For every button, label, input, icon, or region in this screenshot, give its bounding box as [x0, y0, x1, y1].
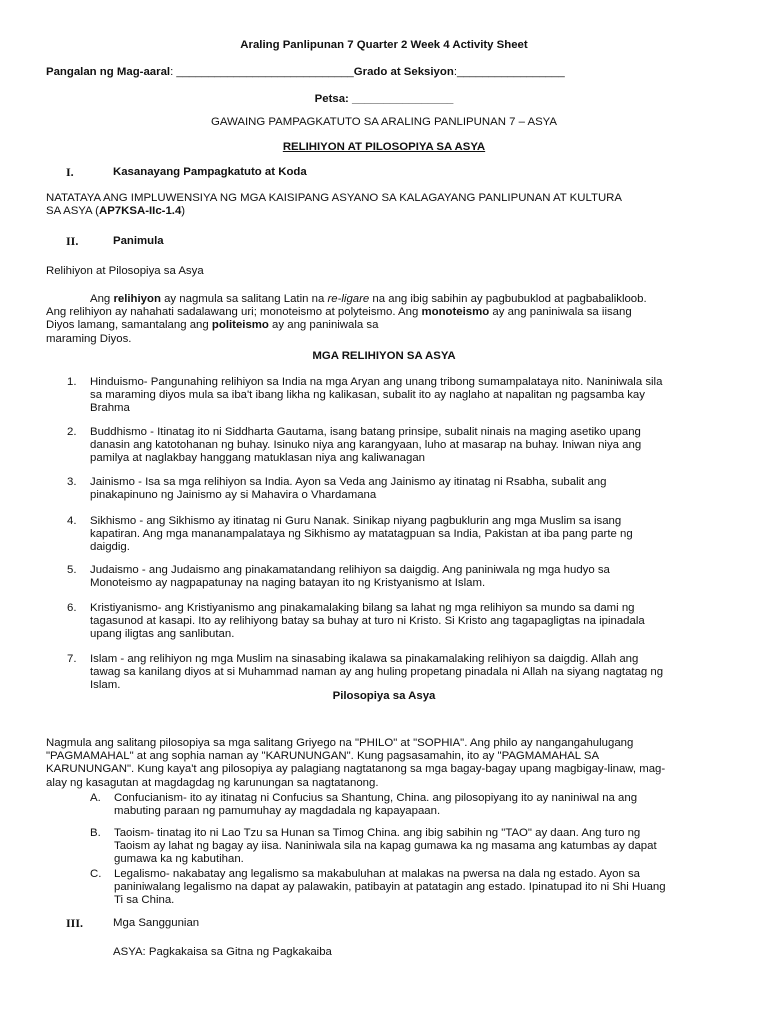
religion-item-line: Buddhismo - Itinatag ito ni Siddharta Gautama, isang batang prinsipe, subalit ninais na maging asetiko upang	[90, 426, 641, 438]
religion-intro-paragraph	[46, 293, 732, 346]
topic-title: RELIHIYON AT PILOSOPIYA SA ASYA	[282, 141, 486, 153]
term-monoteismo: monoteismo	[421, 306, 490, 319]
philosophy-item-letter: B.	[90, 827, 101, 839]
intro-title: Relihiyon at Pilosopiya sa Asya	[46, 265, 204, 277]
competency-line-1: NATATAYA ANG IMPLUWENSIYA NG MGA KAISIPANG ASYANO SA KALAGAYANG PANLIPUNAN AT KULTURA	[46, 192, 622, 204]
reference-item: ASYA: Pagkakaisa sa Gitna ng Pagkakaiba	[113, 946, 332, 958]
intro-text: Ang	[90, 293, 114, 305]
name-blank[interactable]: : ____________________________	[170, 66, 354, 78]
religion-item-line: pinakapinuno ng Jainismo ay si Mahavira o Vhardamana	[90, 489, 377, 502]
religion-item	[90, 426, 730, 466]
student-info-line	[46, 66, 565, 79]
religion-item-line: tagasunod at kasapi. Ito ay relihiyong batay sa buhay at turo ni Kristo. Si Kristo ang tagapagligtas na ipinadala	[90, 615, 645, 628]
religion-item-line: Monoteismo ay nagpapatunay na naging batayan ito ng Kristyanismo at Islam.	[90, 577, 486, 590]
grade-section-label: Grado at Seksiyon	[353, 66, 454, 78]
religions-heading: MGA RELIHIYON SA ASYA	[312, 350, 456, 362]
philosophy-heading: Pilosopiya sa Asya	[332, 690, 436, 702]
competency-text-end: )	[181, 205, 186, 218]
intro-text: ay nagmula sa salitang Latin na	[160, 293, 328, 305]
philosophy-paragraph-line: KARUNUNGAN". Kung kaya't ang pilosopiya ay palagiang nagtatanong sa mga bagay-bagay upang magbigay-linaw, mag-	[46, 763, 666, 776]
intro-text: Ang relihiyon ay nahahati sadalawang uri; monoteismo at polyteismo. Ang	[46, 306, 422, 319]
date-blank[interactable]: ________________	[352, 93, 454, 105]
philosophy-item-line: Ti sa China.	[114, 894, 175, 907]
section-2-number: II.	[66, 234, 79, 248]
name-label: Pangalan ng Mag-aaral	[46, 66, 171, 78]
religion-item-line: Islam - ang relihiyon ng mga Muslim na sinasabing ikalawa sa pinakamalaking relihiyon sa daigdig. Allah ang	[90, 653, 639, 665]
philosophy-paragraph	[46, 737, 746, 790]
religion-item	[90, 515, 730, 555]
intro-text: ay ang paniniwala sa	[268, 319, 379, 332]
philosophy-item-letter: C.	[90, 868, 102, 880]
religion-item-line: Judaismo - ang Judaismo ang pinakamatandang relihiyon sa daigdig. Ang paniniwala ng mga hudyo sa	[90, 564, 610, 576]
philosophy-item-line: Confucianism- ito ay itinatag ni Confucius sa Shantung, China. ang pilosopiyang ito ay naniniwal na ang	[114, 792, 638, 804]
section-1-number: I.	[66, 165, 74, 179]
philosophy-item-line: Legalismo- nakabatay ang legalismo sa makabuluhan at malakas na pwersa na dala ng estado. Ayon sa	[114, 868, 640, 880]
philosophy-item-line: mabuting paraan ng pamumuhay ay magdadala ng kapayapaan.	[114, 805, 441, 818]
intro-line-4: maraming Diyos.	[46, 332, 132, 345]
religion-item	[90, 653, 730, 693]
religion-item-number: 4.	[67, 515, 77, 527]
philosophy-paragraph-line: alay ng kasagutan at magdagdag ng karunungan sa nagtatanong.	[46, 776, 379, 789]
religion-item-line: danasin ang katotohanan ng buhay. Isinuko niya ang karangyaan, luho at masarap na buhay. Iniwan niya ang	[90, 439, 642, 452]
religion-item-line: upang iligtas ang sanlibutan.	[90, 628, 235, 641]
religion-item-line: pamilya at naglakbay hanggang matuklasan niya ang kaliwanagan	[90, 452, 425, 465]
date-label: Petsa:	[314, 93, 352, 105]
philosophy-item	[114, 792, 724, 818]
term-re-ligare: re-ligare	[327, 293, 370, 305]
section-1-title: Kasanayang Pampagkatuto at Koda	[113, 166, 307, 178]
religion-item-line: Sikhismo - ang Sikhismo ay itinatag ni Guru Nanak. Sinikap niyang pagbuklurin ang mga Muslim sa isang	[90, 515, 622, 527]
learning-competency	[46, 192, 746, 218]
religion-item	[90, 602, 730, 642]
competency-code: AP7KSA-IIc-1.4	[98, 205, 182, 218]
religion-item-line: kapatiran. Ang mga mananampalataya ng Sikhismo ay matatagpuan sa India, Pakistan at iba pang parte ng	[90, 528, 633, 541]
philosophy-paragraph-line: Nagmula ang salitang pilosopiya sa mga salitang Griyego na "PHILO" at "SOPHIA". Ang philo ay nangangahulugang	[46, 737, 634, 749]
section-2-title: Panimula	[113, 235, 164, 247]
intro-line-2	[46, 306, 732, 319]
intro-line-1	[46, 293, 732, 306]
subtitle: GAWAING PAMPAGKATUTO SA ARALING PANLIPUNAN 7 – ASYA	[210, 116, 558, 128]
religion-item-line: Hinduismo- Pangunahing relihiyon sa India na mga Aryan ang unang tribong sumampalataya nito. Naniniwala sila	[90, 376, 663, 388]
philosophy-item-letter: A.	[90, 792, 101, 804]
religion-item-number: 6.	[67, 602, 77, 614]
religion-item-line: Islam.	[90, 679, 121, 692]
term-politeismo: politeismo	[211, 319, 269, 332]
intro-text: na ang ibig sabihin ay pagbubuklod at pagbabalikloob.	[369, 293, 647, 305]
document-title: Araling Panlipunan 7 Quarter 2 Week 4 Activity Sheet	[240, 39, 528, 51]
religion-item-line: Kristiyanismo- ang Kristiyanismo ang pinakamalaking bilang sa lahat ng mga relihiyon sa mundo sa dami ng	[90, 602, 635, 614]
religion-item-line: Brahma	[90, 402, 130, 415]
religion-item-number: 2.	[67, 426, 77, 438]
religion-item-number: 1.	[67, 376, 77, 388]
philosophy-item-line: gumawa ka ng kabutihan.	[114, 853, 244, 866]
religion-item-number: 7.	[67, 653, 77, 665]
philosophy-paragraph-line: "PAGMAMAHAL" at ang sophia naman ay "KARUNUNGAN". Kung pagsasamahin, ito ay "PAGMAMAHAL SA	[46, 750, 600, 763]
intro-text: Diyos lamang, samantalang ang	[46, 319, 212, 332]
religion-item	[90, 376, 730, 416]
philosophy-item	[114, 868, 724, 908]
intro-text: ay ang paniniwala sa iisang	[489, 306, 632, 319]
philosophy-item	[114, 827, 724, 867]
religion-item	[90, 476, 730, 502]
intro-line-3	[46, 319, 732, 332]
philosophy-item-line: Taoism ay lahat ng bagay ay iisa. Naniniwala sila na kapag gumawa ka ng masama ang katumbas ay dapat	[114, 840, 657, 853]
religion-item-line: daigdig.	[90, 541, 130, 554]
religion-item	[90, 564, 730, 590]
date-line	[0, 93, 768, 106]
section-3-number: III.	[66, 916, 84, 930]
religion-item-line: tawag sa kanilang diyos at si Muhammad naman ay ang huling propetang pinadala ni Allah na siyang nagtatag ng	[90, 666, 664, 679]
religion-item-number: 3.	[67, 476, 77, 488]
competency-line-2	[46, 205, 746, 218]
philosophy-item-line: paniniwalang legalismo na dapat ay palawakin, patibayin at patatagin ang estado. Ipinatupad ito ni Shi Huang	[114, 881, 666, 894]
section-3-title: Mga Sanggunian	[113, 917, 200, 929]
religion-item-line: Jainismo - Isa sa mga relihiyon sa India. Ayon sa Veda ang Jainismo ay itinatag ni Rsabha, subalit ang	[90, 476, 607, 488]
grade-section-blank[interactable]: :_________________	[453, 66, 565, 78]
competency-text: SA ASYA (	[46, 205, 99, 218]
religion-item-number: 5.	[67, 564, 77, 576]
term-relihiyon: relihiyon	[113, 293, 161, 305]
philosophy-item-line: Taoism- tinatag ito ni Lao Tzu sa Hunan sa Timog China. ang ibig sabihin ng "TAO" ay daan. Ang turo ng	[114, 827, 641, 839]
religion-item-line: sa maraming diyos mula sa iba't ibang likha ng kalikasan, subalit ito ay naglaho at napalitan ng pagsamba kay	[90, 389, 645, 402]
